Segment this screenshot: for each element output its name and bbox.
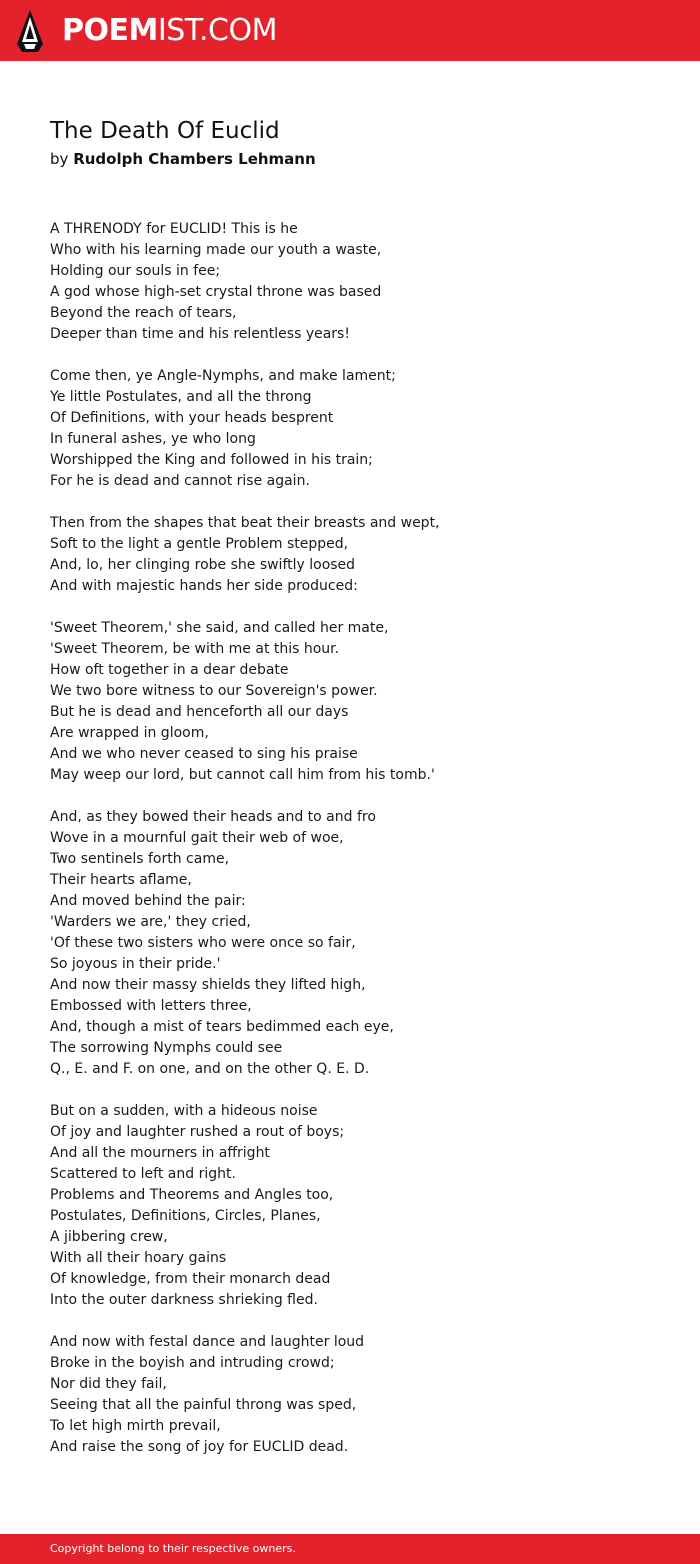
poem-line: And raise the song of joy for EUCLID dead. [50, 1439, 349, 1455]
poem-line: Two sentinels forth came, [50, 851, 230, 867]
poem-line: A jibbering crew, [50, 1229, 168, 1245]
poem-line: And now with festal dance and laughter loud [50, 1334, 365, 1350]
poem-stanza [50, 618, 670, 786]
poem-author: Rudolph Chambers Lehmann [73, 150, 316, 168]
poem-line: Nor did they fail, [50, 1376, 167, 1392]
poem-line: To let high mirth prevail, [50, 1418, 221, 1434]
poem-line: And we who never ceased to sing his praise [50, 746, 358, 762]
by-label: by [50, 150, 69, 168]
poem-line: Into the outer darkness shrieking fled. [50, 1292, 318, 1308]
logo-light-text: IST.COM [157, 13, 277, 48]
poem-byline [50, 148, 316, 170]
poem-line: 'Sweet Theorem,' she said, and called her mate, [50, 620, 389, 636]
poem-line: Wove in a mournful gait their web of woe, [50, 830, 344, 846]
poem-line: In funeral ashes, ye who long [50, 431, 256, 447]
poem-line: Of knowledge, from their monarch dead [50, 1271, 331, 1287]
poem-line: Holding our souls in fee; [50, 263, 221, 279]
poem-line: Scattered to left and right. [50, 1166, 236, 1182]
poem-line: But on a sudden, with a hideous noise [50, 1103, 318, 1119]
poem-line: Postulates, Definitions, Circles, Planes, [50, 1208, 321, 1224]
poem-line: And all the mourners in affright [50, 1145, 270, 1161]
poem-body [50, 219, 670, 1479]
poem-line: And, though a mist of tears bedimmed each eye, [50, 1019, 394, 1035]
logo-bold-text: POEM [62, 13, 158, 48]
poem-line: 'Of these two sisters who were once so fair, [50, 935, 356, 951]
poem-line: Deeper than time and his relentless years! [50, 326, 350, 342]
poem-line: Come then, ye Angle-Nymphs, and make lament; [50, 368, 396, 384]
poem-line: A THRENODY for EUCLID! This is he [50, 221, 298, 237]
poem-line: How oft together in a dear debate [50, 662, 289, 678]
poem-stanza [50, 1101, 670, 1311]
poem-line: A god whose high-set crystal throne was based [50, 284, 382, 300]
poem-stanza [50, 807, 670, 1080]
poem-line: Q., E. and F. on one, and on the other Q. E. D. [50, 1061, 370, 1077]
poem-line: Embossed with letters three, [50, 998, 252, 1014]
poem-line: Their hearts aflame, [50, 872, 192, 888]
poem-line: Broke in the boyish and intruding crowd; [50, 1355, 335, 1371]
copyright-text: Copyright belong to their respective owners. [50, 1542, 296, 1555]
poem-line: Then from the shapes that beat their breasts and wept, [50, 515, 440, 531]
poem-line: And with majestic hands her side produced: [50, 578, 358, 594]
poem-stanza [50, 513, 670, 597]
poem-line: 'Warders we are,' they cried, [50, 914, 251, 930]
poem-line: We two bore witness to our Sovereign's power. [50, 683, 378, 699]
poem-line: 'Sweet Theorem, be with me at this hour. [50, 641, 340, 657]
poem-title: The Death Of Euclid [50, 118, 280, 144]
site-header [0, 0, 700, 61]
poem-line: And, lo, her clinging robe she swiftly loosed [50, 557, 356, 573]
poem-line: Worshipped the King and followed in his train; [50, 452, 373, 468]
poem-line: With all their hoary gains [50, 1250, 227, 1266]
poem-line: Soft to the light a gentle Problem stepped, [50, 536, 349, 552]
poem-line: But he is dead and henceforth all our days [50, 704, 349, 720]
poem-line: And moved behind the pair: [50, 893, 246, 909]
site-logo[interactable] [62, 13, 277, 49]
poem-line: The sorrowing Nymphs could see [50, 1040, 283, 1056]
pen-nib-icon[interactable] [17, 10, 43, 52]
poem-line: Seeing that all the painful throng was sped, [50, 1397, 357, 1413]
poem-line: And now their massy shields they lifted high, [50, 977, 366, 993]
poem-line: Of Definitions, with your heads besprent [50, 410, 334, 426]
poem-stanza [50, 366, 670, 492]
poem-line: Ye little Postulates, and all the throng [50, 389, 312, 405]
poem-line: Of joy and laughter rushed a rout of boys; [50, 1124, 345, 1140]
poem-line: Are wrapped in gloom, [50, 725, 209, 741]
poem-line: For he is dead and cannot rise again. [50, 473, 310, 489]
poem-stanza [50, 219, 670, 345]
poem-stanza [50, 1332, 670, 1458]
poem-line: Who with his learning made our youth a waste, [50, 242, 382, 258]
site-footer [0, 1534, 700, 1564]
poem-line: Beyond the reach of tears, [50, 305, 237, 321]
poem-line: May weep our lord, but cannot call him from his tomb.' [50, 767, 435, 783]
poem-line: Problems and Theorems and Angles too, [50, 1187, 334, 1203]
poem-line: And, as they bowed their heads and to and fro [50, 809, 376, 825]
poem-line: So joyous in their pride.' [50, 956, 221, 972]
